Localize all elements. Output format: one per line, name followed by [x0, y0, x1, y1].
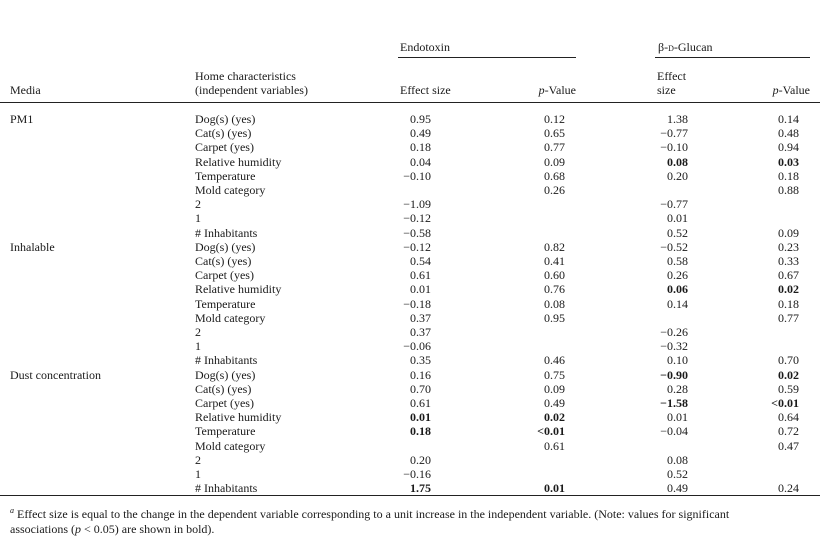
endotoxin-effect-cell: 0.01	[410, 282, 431, 297]
variable-cell: Temperature	[195, 424, 256, 439]
endotoxin-pvalue-cell: 0.65	[544, 126, 565, 141]
endotoxin-effect-cell: −0.06	[403, 339, 431, 354]
glucan-pvalue-cell: 0.24	[778, 481, 799, 496]
glucan-effect-cell: 0.08	[667, 452, 688, 467]
home-header-line1: Home characteristics	[195, 69, 296, 83]
endotoxin-effect-cell: 0.37	[410, 325, 431, 339]
glucan-pvalue-cell: 0.09	[778, 225, 799, 240]
glucan-effect-cell: −0.04	[660, 424, 688, 439]
glucan-effect-cell: 0.49	[667, 481, 688, 496]
media-header: Media	[10, 83, 41, 97]
endotoxin-pvalue-cell: 0.75	[544, 367, 565, 382]
endotoxin-effect-cell: 0.16	[410, 367, 431, 382]
endotoxin-pvalue-cell: 0.26	[544, 183, 565, 197]
glucan-pvalue-cell: 0.02	[778, 282, 799, 297]
glucan-effect-header-line2: size	[657, 83, 676, 97]
endotoxin-effect-cell: 0.61	[410, 268, 431, 283]
variable-cell: 2	[195, 452, 201, 467]
glucan-effect-cell: 0.26	[667, 268, 688, 283]
header-rule	[0, 102, 820, 103]
glucan-effect-cell: −0.32	[660, 339, 688, 354]
variable-cell: 1	[195, 339, 201, 354]
variable-cell: Carpet (yes)	[195, 268, 254, 283]
glucan-pvalue-cell: 0.67	[778, 268, 799, 283]
glucan-effect-cell: 0.01	[667, 211, 688, 226]
glucan-effect-cell: 0.58	[667, 254, 688, 268]
glucan-pvalue-cell: 0.18	[778, 168, 799, 183]
glucan-pvalue-cell: 0.64	[778, 410, 799, 425]
glucan-pvalue-cell: 0.70	[778, 353, 799, 368]
endotoxin-effect-cell: −0.18	[403, 296, 431, 311]
glucan-pvalue-cell: 0.94	[778, 140, 799, 155]
endotoxin-effect-cell: 0.01	[410, 410, 431, 425]
glucan-pvalue-cell: 0.23	[778, 239, 799, 254]
endotoxin-effect-cell: −0.10	[403, 168, 431, 183]
variable-cell: 1	[195, 211, 201, 226]
glucan-effect-cell: 0.28	[667, 381, 688, 396]
variable-cell: Mold category	[195, 438, 266, 453]
glucan-pvalue-cell: 0.02	[778, 367, 799, 382]
glucan-effect-cell: 1.38	[667, 112, 688, 126]
endotoxin-effect-cell: 0.20	[410, 452, 431, 467]
glucan-effect-cell: 0.01	[667, 410, 688, 425]
glucan-effect-cell: −0.77	[660, 197, 688, 212]
glucan-effect-cell: −1.58	[660, 396, 688, 410]
variable-cell: Relative humidity	[195, 410, 282, 425]
endotoxin-pvalue-cell: 0.09	[544, 381, 565, 396]
variable-cell: 1	[195, 467, 201, 481]
endotoxin-pvalue-cell: 0.09	[544, 154, 565, 169]
endotoxin-pvalue-cell: 0.08	[544, 296, 565, 311]
endotoxin-header: Endotoxin	[400, 40, 450, 54]
endotoxin-effect-cell: 0.18	[410, 140, 431, 155]
glucan-effect-cell: −0.90	[660, 367, 688, 382]
endotoxin-pvalue-cell: 0.95	[544, 310, 565, 325]
variable-cell: # Inhabitants	[195, 225, 258, 240]
endotoxin-effect-cell: −0.58	[403, 225, 431, 240]
variable-cell: Carpet (yes)	[195, 140, 254, 155]
endotoxin-effect-cell: 0.95	[410, 112, 431, 126]
glucan-effect-cell: 0.14	[667, 296, 688, 311]
variable-cell: Mold category	[195, 183, 266, 197]
variable-cell: Relative humidity	[195, 282, 282, 297]
variable-cell: 2	[195, 197, 201, 212]
endotoxin-effect-cell: −1.09	[403, 197, 431, 212]
endotoxin-pvalue-cell: 0.49	[544, 396, 565, 410]
glucan-pvalue-cell: <0.01	[771, 396, 799, 410]
variable-cell: Cat(s) (yes)	[195, 254, 252, 268]
glucan-effect-cell: −0.52	[660, 239, 688, 254]
endotoxin-effect-cell: 0.18	[410, 424, 431, 439]
bottom-rule	[0, 495, 820, 496]
endotoxin-pvalue-cell: 0.02	[544, 410, 565, 425]
glucan-pvalue-cell: 0.18	[778, 296, 799, 311]
glucan-effect-cell: 0.52	[667, 467, 688, 481]
media-label: Dust concentration	[10, 367, 101, 382]
glucan-pvalue-cell: 0.48	[778, 126, 799, 141]
glucan-effect-cell: −0.10	[660, 140, 688, 155]
variable-cell: Cat(s) (yes)	[195, 381, 252, 396]
glucan-pvalue-cell: 0.72	[778, 424, 799, 439]
glucan-effect-cell: −0.26	[660, 325, 688, 339]
glucan-pvalue-header: p-Value	[772, 83, 810, 97]
endotoxin-effect-cell: 0.49	[410, 126, 431, 141]
variable-cell: Mold category	[195, 310, 266, 325]
endotoxin-pvalue-cell: 0.77	[544, 140, 565, 155]
glucan-pvalue-cell: 0.47	[778, 438, 799, 453]
home-header-line2: (independent variables)	[195, 83, 308, 97]
footnote-line1: Effect size is equal to the change in the dependent variable corresponding to a unit increase in the independent variable. (Note: values for significant	[17, 507, 730, 521]
variable-cell: Cat(s) (yes)	[195, 126, 252, 141]
variable-cell: Temperature	[195, 168, 256, 183]
glucan-effect-cell: 0.10	[667, 353, 688, 368]
variable-cell: Relative humidity	[195, 154, 282, 169]
endotoxin-effect-cell: 0.61	[410, 396, 431, 410]
variable-cell: 2	[195, 325, 201, 339]
glucan-effect-cell: 0.52	[667, 225, 688, 240]
endotoxin-pvalue-cell: <0.01	[537, 424, 565, 439]
endotoxin-effect-cell: −0.12	[403, 239, 431, 254]
endotoxin-pvalue-cell: 0.01	[544, 481, 565, 496]
glucan-pvalue-cell: 0.59	[778, 381, 799, 396]
glucan-pvalue-cell: 0.03	[778, 154, 799, 169]
endotoxin-effect-cell: 0.54	[410, 254, 431, 268]
endotoxin-effect-cell: 0.37	[410, 310, 431, 325]
endotoxin-effect-cell: 0.35	[410, 353, 431, 368]
glucan-effect-cell: 0.20	[667, 168, 688, 183]
endotoxin-effect-cell: −0.16	[403, 467, 431, 481]
endotoxin-effect-cell: 0.04	[410, 154, 431, 169]
glucan-effect-cell: 0.08	[667, 154, 688, 169]
endotoxin-pvalue-cell: 0.82	[544, 239, 565, 254]
endotoxin-effect-size-header: Effect size	[400, 83, 451, 97]
endotoxin-effect-cell: 0.70	[410, 381, 431, 396]
glucan-effect-header-line1: Effect	[657, 69, 687, 83]
glucan-effect-cell: −0.77	[660, 126, 688, 141]
endotoxin-rule	[398, 57, 576, 58]
endotoxin-pvalue-cell: 0.61	[544, 438, 565, 453]
glucan-pvalue-cell: 0.14	[778, 112, 799, 126]
endotoxin-pvalue-cell: 0.68	[544, 168, 565, 183]
glucan-pvalue-cell: 0.33	[778, 254, 799, 268]
glucan-pvalue-cell: 0.77	[778, 310, 799, 325]
endotoxin-effect-cell: 1.75	[410, 481, 431, 496]
glucan-header: β-d-Glucan	[658, 40, 713, 54]
endotoxin-pvalue-cell: 0.46	[544, 353, 565, 368]
glucan-rule	[655, 57, 810, 58]
variable-cell: Carpet (yes)	[195, 396, 254, 410]
variable-cell: Dog(s) (yes)	[195, 239, 256, 254]
endotoxin-pvalue-cell: 0.76	[544, 282, 565, 297]
variable-cell: Dog(s) (yes)	[195, 112, 256, 126]
footnote-marker: a	[10, 506, 14, 515]
variable-cell: Dog(s) (yes)	[195, 367, 256, 382]
variable-cell: # Inhabitants	[195, 353, 258, 368]
variable-cell: # Inhabitants	[195, 481, 258, 496]
endotoxin-pvalue-cell: 0.60	[544, 268, 565, 283]
endotoxin-effect-cell: −0.12	[403, 211, 431, 226]
endotoxin-pvalue-cell: 0.12	[544, 112, 565, 126]
endotoxin-pvalue-header: p-Value	[538, 83, 576, 97]
variable-cell: Temperature	[195, 296, 256, 311]
glucan-effect-cell: 0.06	[667, 282, 688, 297]
glucan-pvalue-cell: 0.88	[778, 183, 799, 197]
media-label: PM1	[10, 112, 34, 126]
media-label: Inhalable	[10, 239, 55, 254]
endotoxin-pvalue-cell: 0.41	[544, 254, 565, 268]
footnote	[10, 503, 810, 537]
footnote-line2: associations (p < 0.05) are shown in bold).	[10, 522, 215, 536]
